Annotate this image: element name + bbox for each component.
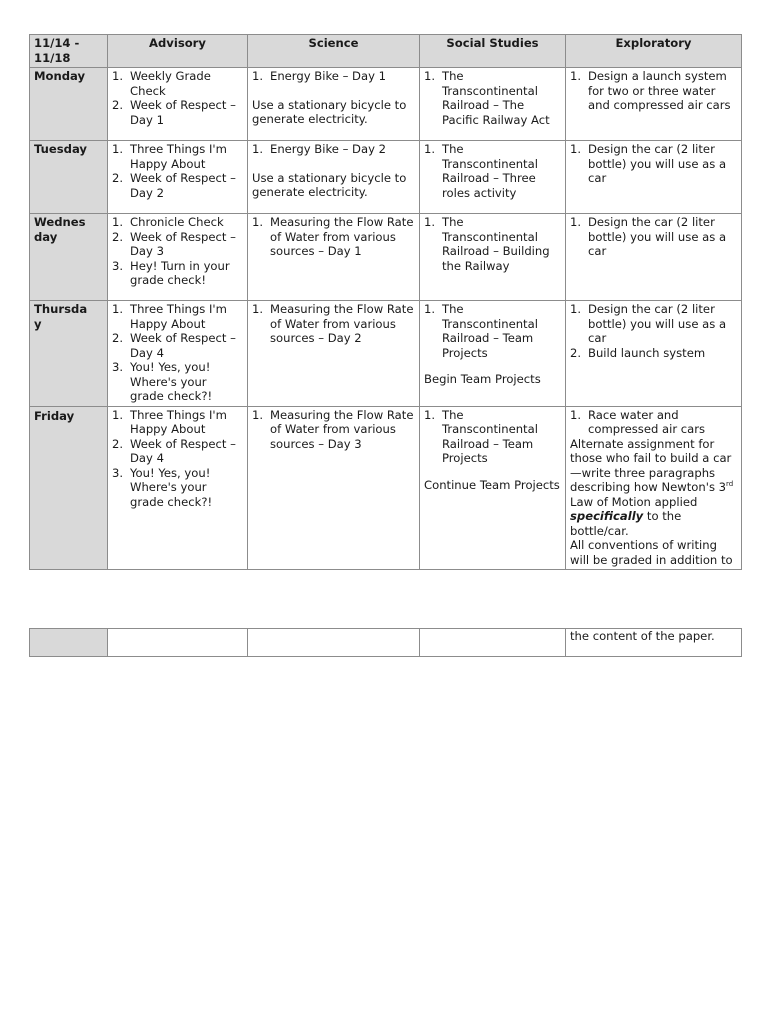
day-label: Wednes day [30, 214, 108, 301]
advisory-cell [108, 68, 248, 141]
list-item: The Transcontinental Railroad – Three roles activity [442, 142, 538, 200]
list-item: Design the car (2 liter bottle) you will use as a car [588, 302, 727, 345]
list-item: Hey! Turn in your grade check! [130, 258, 230, 287]
list-item: Week of Respect – Day 1 [130, 98, 236, 127]
list-item: Energy Bike – Day 2 [270, 142, 387, 156]
advisory-cell [108, 214, 248, 301]
list-item: Week of Respect – Day 2 [130, 171, 236, 200]
list-item: Design the car (2 liter bottle) you will use as a car [588, 215, 727, 258]
list-item: The Transcontinental Railroad – Team Projects [442, 407, 538, 465]
schedule-row-monday [30, 68, 742, 141]
list-item: The Transcontinental Railroad – The Pacific Railway Act [442, 69, 550, 127]
list-item: Measuring the Flow Rate of Water from various sources – Day 3 [270, 407, 414, 451]
schedule-row-tuesday [30, 141, 742, 214]
list-item: The Transcontinental Railroad – Building the Railway [442, 215, 550, 273]
header-advisory: Advisory [108, 35, 248, 68]
list-item: Three Things I'm Happy About [130, 142, 227, 171]
list-item: Build launch system [588, 345, 706, 360]
exploratory-cell [566, 141, 742, 214]
advisory-cell [108, 301, 248, 407]
day-label: Monday [30, 68, 108, 141]
list-item: You! Yes, you! Where's your grade check?! [130, 360, 213, 403]
advisory-cell [108, 141, 248, 214]
list-item: Measuring the Flow Rate of Water from various sources – Day 1 [270, 215, 414, 258]
science-cell [248, 68, 420, 141]
schedule-row-friday [30, 406, 742, 570]
list-item: Energy Bike – Day 1 [270, 69, 387, 83]
list-item: Week of Respect – Day 3 [130, 229, 236, 258]
list-item: Three Things I'm Happy About [130, 407, 227, 436]
exploratory-cell [566, 68, 742, 141]
science-note: Use a stationary bicycle to generate electricity. [252, 97, 407, 126]
day-label: Friday [30, 406, 108, 570]
advisory-cell-empty [108, 629, 248, 657]
science-cell [248, 301, 420, 407]
exploratory-cell-continued: the content of the paper. [566, 629, 742, 657]
header-science: Science [248, 35, 420, 68]
science-note: Use a stationary bicycle to generate electricity. [252, 170, 407, 199]
list-item: Design a launch system for two or three water and compressed air cars [588, 69, 731, 112]
schedule-row-thursday [30, 301, 742, 407]
day-label-empty [30, 629, 108, 657]
exploratory-cell [566, 406, 742, 570]
social-studies-cell [420, 141, 566, 214]
day-label: Tuesday [30, 141, 108, 214]
exploratory-cell [566, 301, 742, 407]
list-item: Race water and compressed air cars [588, 407, 706, 436]
social-studies-cell-empty [420, 629, 566, 657]
social-studies-cell [420, 301, 566, 407]
list-item: The Transcontinental Railroad – Team Projects [442, 302, 538, 360]
weekly-schedule-table [29, 34, 742, 570]
science-cell-empty [248, 629, 420, 657]
list-item: Measuring the Flow Rate of Water from various sources – Day 2 [270, 302, 414, 345]
social-studies-cell [420, 214, 566, 301]
science-cell [248, 214, 420, 301]
social-studies-note: Begin Team Projects [424, 372, 541, 386]
continuation-row [30, 629, 742, 657]
list-item: Week of Respect – Day 4 [130, 436, 236, 465]
science-cell [248, 141, 420, 214]
schedule-continuation-table [29, 628, 742, 657]
list-item: Weekly Grade Check [130, 69, 211, 98]
exploratory-cell [566, 214, 742, 301]
schedule-row-wednesday [30, 214, 742, 301]
list-item: Chronicle Check [130, 215, 224, 229]
header-row [30, 35, 742, 68]
day-label: Thursda y [30, 301, 108, 407]
social-studies-cell [420, 68, 566, 141]
social-studies-note: Continue Team Projects [424, 477, 560, 492]
header-social-studies: Social Studies [420, 35, 566, 68]
science-cell [248, 406, 420, 570]
list-item: Three Things I'm Happy About [130, 302, 227, 331]
list-item: You! Yes, you! Where's your grade check?! [130, 465, 213, 509]
alternate-assignment: Alternate assignment for those who fail to build a car—write three paragraphs describing how Newton's 3rd Law of Motion applied specifically to the bottle/car. All conventions of writing will be graded in addition to [570, 436, 734, 567]
list-item: Week of Respect – Day 4 [130, 331, 236, 360]
social-studies-cell [420, 406, 566, 570]
week-range: 11/14 - 11/18 [30, 35, 108, 68]
header-exploratory: Exploratory [566, 35, 742, 68]
advisory-cell [108, 406, 248, 570]
list-item: Design the car (2 liter bottle) you will use as a car [588, 142, 727, 185]
